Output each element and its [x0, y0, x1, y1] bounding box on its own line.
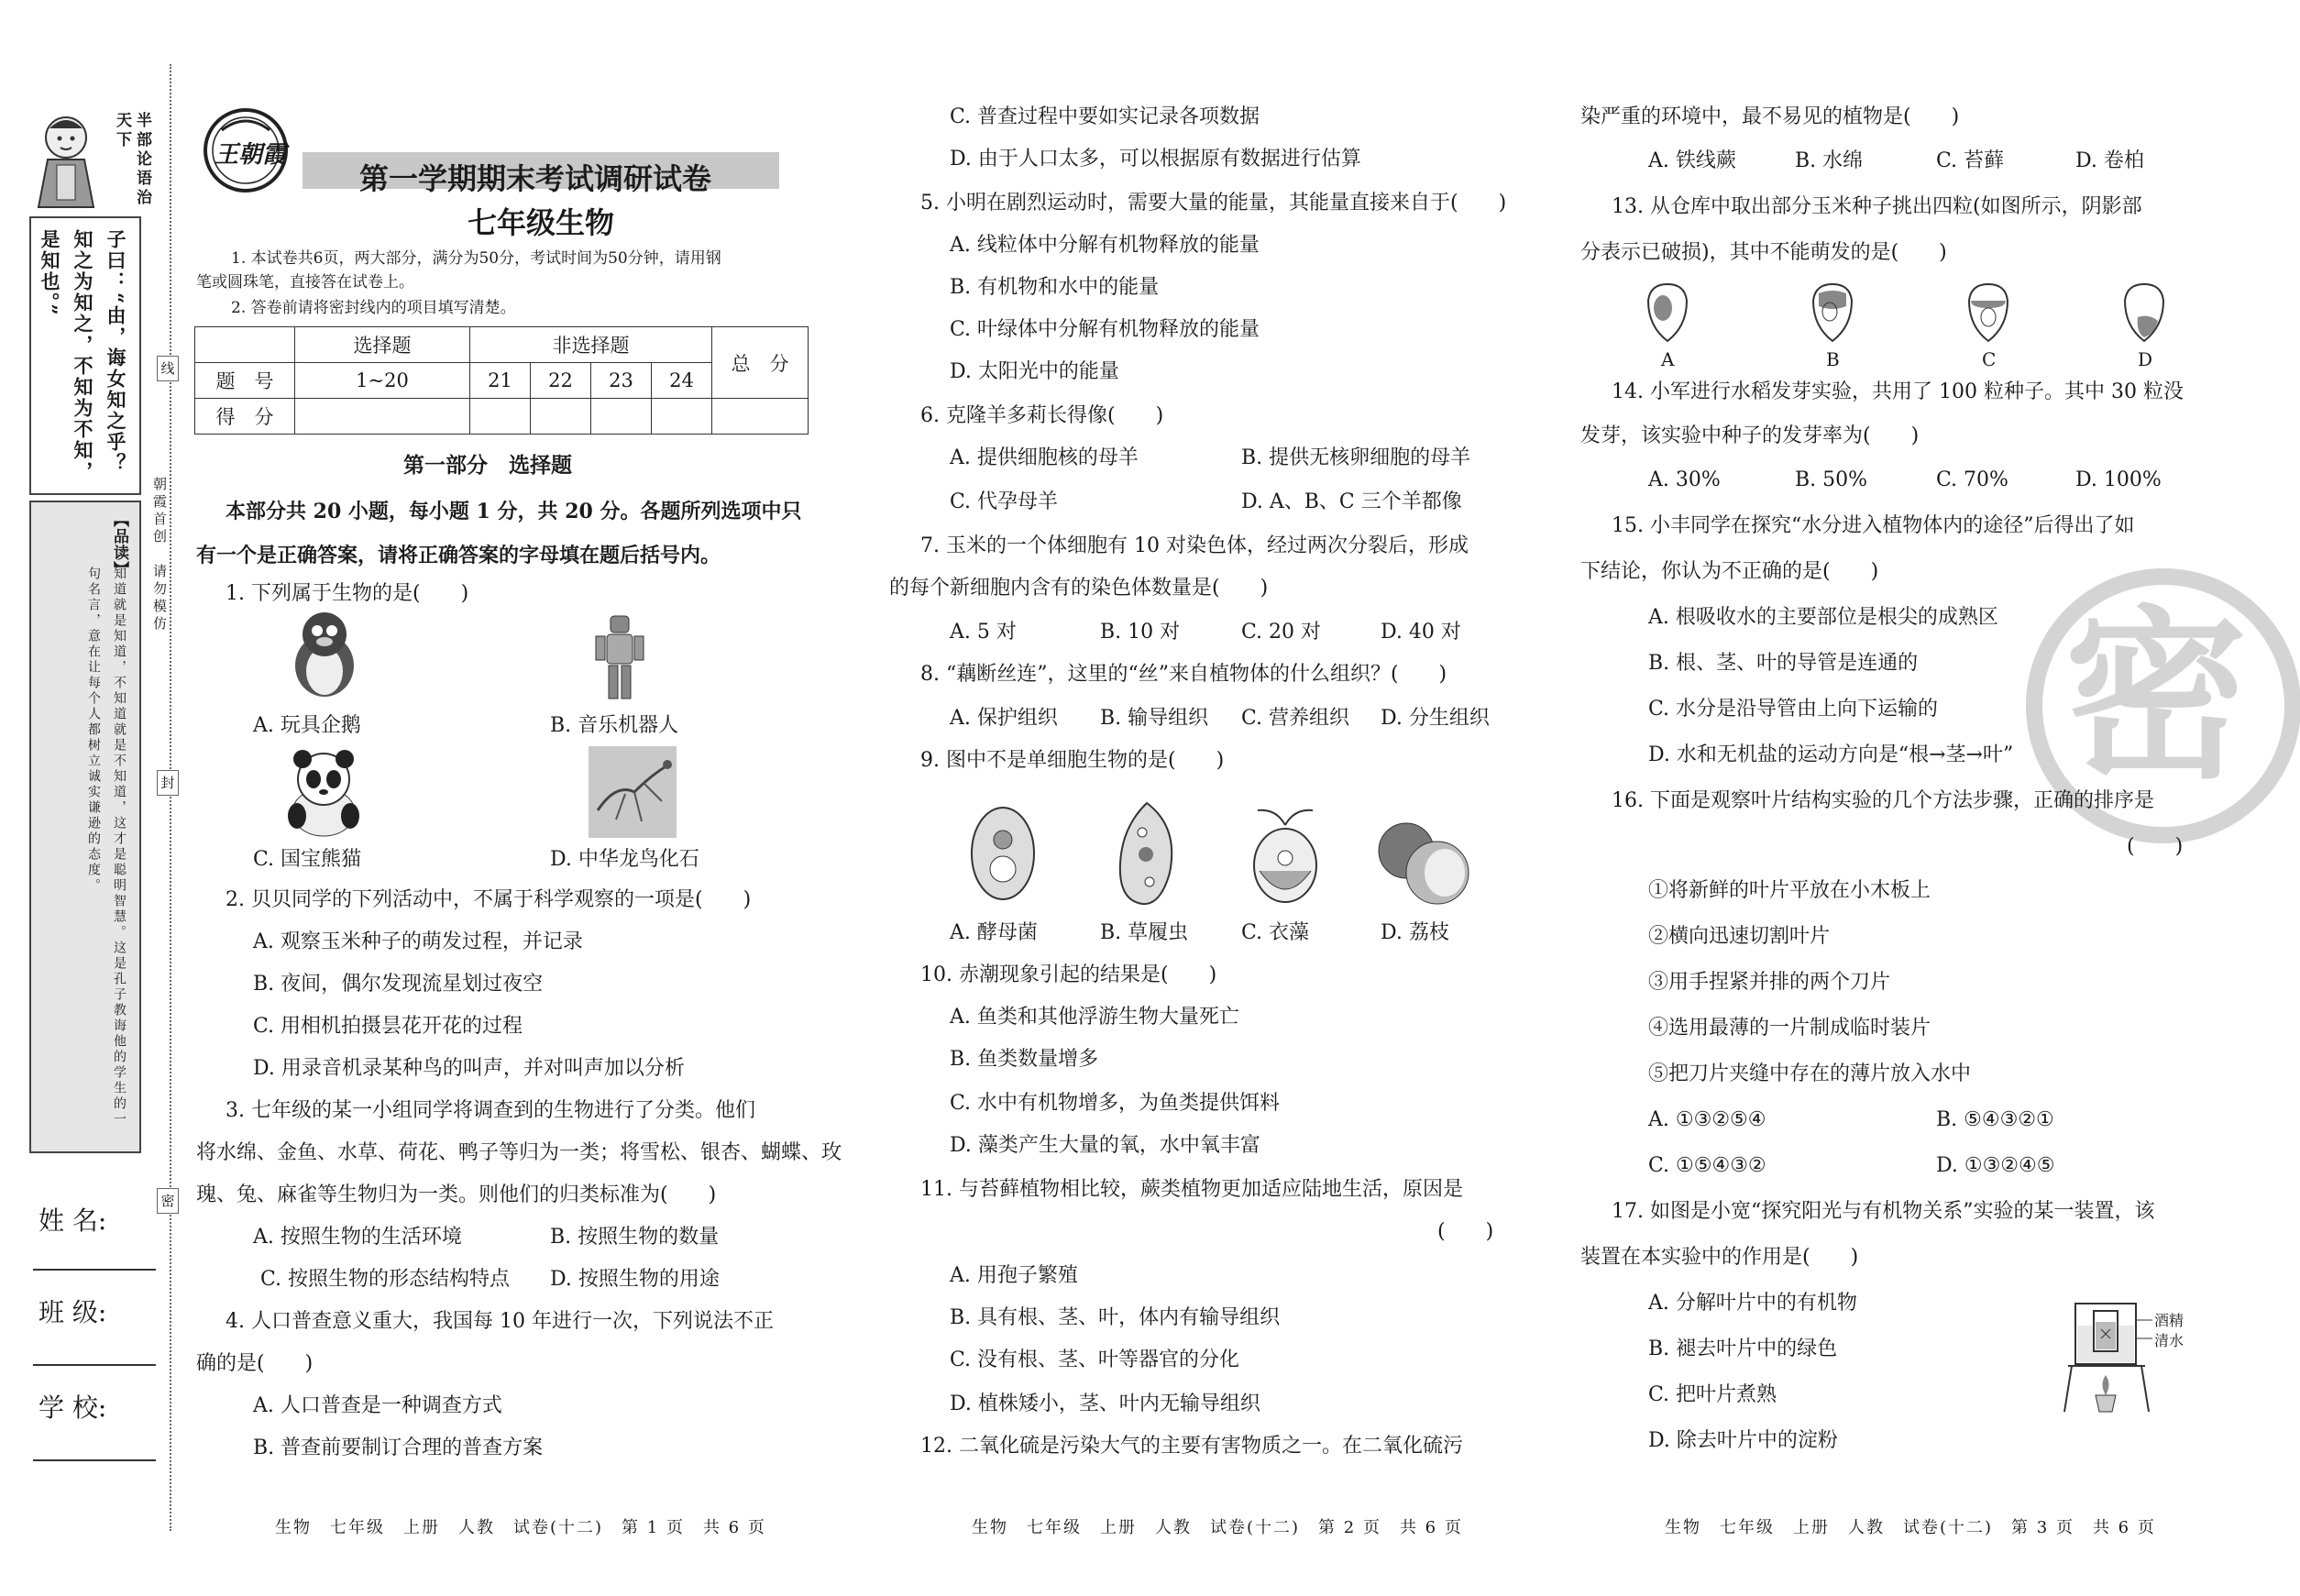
section1-title: 第一部分 选择题 — [403, 453, 572, 478]
q11-paren: ( ) — [1437, 1220, 1494, 1243]
q5-opt-a: A. 线粒体中分解有机物释放的能量 — [950, 234, 1260, 257]
q13-label-d: D — [2138, 348, 2153, 370]
header-total: 总 分 — [712, 327, 809, 399]
q11-opt-a: A. 用孢子繁殖 — [950, 1264, 1078, 1287]
q6-stem: 6. 克隆羊多莉长得像( ) — [920, 404, 1164, 427]
q12-opt-b: B. 水绵 — [1795, 149, 1864, 172]
q16-opt-c: C. ①⑤④③② — [1648, 1154, 1766, 1177]
q16-step-3: ③用手捏紧并排的两个刀片 — [1648, 971, 1891, 994]
q3-line-3: 瑰、兔、麻雀等生物归为一类。则他们的归类标准为( ) — [196, 1183, 717, 1206]
corn-seed-b-icon — [1810, 281, 1855, 348]
num-21: 21 — [470, 363, 531, 399]
footer-page-1: 生物 七年级 上册 人教 试卷(十二) 第 1 页 共 6 页 — [275, 1518, 766, 1537]
commentary-label: 【品读】 — [110, 512, 128, 578]
q9-opt-c: C. 衣藻 — [1241, 921, 1310, 944]
q15-opt-a: A. 根吸收水的主要部位是根尖的成熟区 — [1648, 606, 1998, 629]
name-field[interactable] — [33, 1269, 156, 1271]
q12-opt-d: D. 卷柏 — [2075, 149, 2144, 172]
q13-line-1: 13. 从仓库中取出部分玉米种子挑出四粒(如图所示，阴影部 — [1612, 195, 2142, 218]
note-2: 笔或圆珠笔，直接答在试卷上。 — [196, 273, 414, 292]
q7-line-2: 的每个新细胞内含有的染色体数量是( ) — [889, 577, 1269, 600]
q16-opt-b: B. ⑤④③②① — [1936, 1108, 2054, 1131]
header-choice: 选择题 — [295, 327, 470, 363]
num-22: 22 — [531, 363, 591, 399]
q11-stem: 11. 与苔藓植物相比较，蕨类植物更加适应陆地生活，原因是 — [920, 1178, 1463, 1201]
q16-step-1: ①将新鲜的叶片平放在小木板上 — [1648, 879, 1931, 902]
q5-opt-c: C. 叶绿体中分解有机物释放的能量 — [950, 318, 1260, 341]
q1-stem: 1. 下列属于生物的是( ) — [226, 582, 469, 605]
q15-line-2: 下结论，你认为不正确的是( ) — [1580, 560, 1879, 583]
q3-line-2: 将水绵、金鱼、水草、荷花、鸭子等归为一类；将雪松、银杏、蝴蝶、玫 — [196, 1141, 842, 1164]
q2-opt-a: A. 观察玉米种子的萌发过程，并记录 — [253, 930, 583, 953]
seal-char-xian: 线 — [157, 356, 179, 381]
q2-opt-b: B. 夜间，偶尔发现流星划过夜空 — [253, 973, 544, 996]
q3-opt-c: C. 按照生物的形态结构特点 — [260, 1268, 511, 1291]
exam-subtitle: 七年级生物 — [468, 205, 615, 240]
q17-opt-a: A. 分解叶片中的有机物 — [1648, 1292, 1857, 1315]
music-robot-icon — [590, 614, 649, 706]
seal-line — [170, 64, 171, 1531]
num-23: 23 — [591, 363, 652, 399]
brand-logo — [194, 103, 304, 194]
score-cell-22[interactable] — [531, 399, 591, 435]
score-corner — [195, 327, 295, 363]
q13-label-c: C — [1982, 348, 1997, 370]
q8-stem: 8. “藕断丝连”，这里的“丝”来自植物体的什么组织？( ) — [920, 663, 1447, 686]
q10-opt-c: C. 水中有机物增多，为鱼类提供饵料 — [950, 1092, 1281, 1115]
q1-opt-c: C. 国宝熊猫 — [253, 848, 362, 871]
panda-icon — [282, 746, 365, 842]
q4-line-1: 4. 人口普查意义重大，我国每 10 年进行一次，下列说法不正 — [226, 1310, 774, 1333]
label-alcohol: 酒精 — [2154, 1312, 2184, 1329]
q5-opt-d: D. 太阳光中的能量 — [950, 360, 1119, 383]
score-cell-24[interactable] — [652, 399, 712, 435]
q15-line-1: 15. 小丰同学在探究“水分进入植物体内的途径”后得出了如 — [1612, 514, 2135, 537]
q14-opt-a: A. 30% — [1648, 468, 1721, 491]
q16-stem: 16. 下面是观察叶片结构实验的几个方法步骤，正确的排序是 — [1612, 789, 2154, 812]
class-field[interactable] — [33, 1364, 156, 1366]
q7-line-1: 7. 玉米的一个体细胞有 10 对染色体，经过两次分裂后，形成 — [920, 534, 1469, 557]
yeast-cell-icon — [966, 803, 1040, 908]
q3-opt-d: D. 按照生物的用途 — [550, 1268, 720, 1291]
choice-range: 1~20 — [295, 363, 470, 399]
confucius-quote: 子曰：“由，诲女知之乎？知之为知之，不知为不知，是知也。” — [39, 229, 127, 482]
quote-box — [29, 216, 141, 495]
commentary-box — [29, 501, 141, 1153]
q12-line-1: 12. 二氧化硫是污染大气的主要有害物质之一。在二氧化硫污 — [920, 1435, 1463, 1458]
q1-opt-b: B. 音乐机器人 — [550, 714, 679, 737]
q11-opt-d: D. 植株矮小，茎、叶内无输导组织 — [950, 1392, 1260, 1415]
sidebar-motto: 半部论语治天下 — [113, 112, 151, 208]
lychee-icon — [1373, 818, 1474, 913]
q7-opt-c: C. 20 对 — [1241, 621, 1322, 644]
class-label: 班 级: — [39, 1297, 107, 1327]
q5-opt-b: B. 有机物和水中的能量 — [950, 276, 1160, 299]
cartoon-figure-icon — [33, 108, 106, 209]
corn-seed-c-icon — [1965, 281, 2011, 348]
q7-opt-a: A. 5 对 — [950, 621, 1017, 644]
corn-seed-a-icon — [1645, 281, 1690, 348]
q6-opt-d: D. A、B、C 三个羊都像 — [1241, 490, 1462, 513]
q8-opt-b: B. 输导组织 — [1100, 707, 1209, 730]
brand-note: 朝霞首创 请勿模仿 — [151, 477, 168, 633]
exam-title: 第一学期期末考试调研试卷 — [359, 161, 712, 196]
row-num-label: 题 号 — [195, 363, 295, 399]
q14-opt-c: C. 70% — [1936, 468, 2008, 491]
paramecium-icon — [1106, 799, 1188, 913]
q3-line-1: 3. 七年级的某一小组同学将调查到的生物进行了分类。他们 — [226, 1099, 755, 1122]
q6-opt-c: C. 代孕母羊 — [950, 490, 1059, 513]
commentary-text: 知道就是知道，不知道就是不知道，这才是聪明智慧。这是孔子教诲他的学生的一句名言，意在让每个人都树立诚实谦逊的态度。 — [86, 567, 127, 1128]
q7-opt-d: D. 40 对 — [1381, 621, 1461, 644]
q17-line-2: 装置在本实验中的作用是( ) — [1580, 1246, 1859, 1269]
q14-line-2: 发芽，该实验中种子的发芽率为( ) — [1580, 424, 1920, 447]
q5-stem: 5. 小明在剧烈运动时，需要大量的能量，其能量直接来自于( ) — [920, 192, 1507, 215]
score-cell-total[interactable] — [712, 399, 809, 435]
q1-opt-d: D. 中华龙鸟化石 — [550, 848, 699, 871]
note-1: 1. 本试卷共6页，两大部分，满分为50分，考试时间为50分钟，请用钢 — [231, 249, 721, 268]
dragon-bird-fossil-icon — [589, 746, 677, 842]
label-water: 清水 — [2154, 1332, 2184, 1349]
q8-opt-d: D. 分生组织 — [1381, 707, 1490, 730]
score-cell-choice[interactable] — [295, 399, 470, 435]
header-nonchoice: 非选择题 — [470, 327, 712, 363]
logo-text: 王朝霞 — [215, 141, 287, 169]
toy-penguin-icon — [288, 609, 361, 704]
q13-line-2: 分表示已破损)，其中不能萌发的是( ) — [1580, 241, 1947, 264]
q16-step-5: ⑤把刀片夹缝中存在的薄片放入水中 — [1648, 1062, 1972, 1085]
q2-opt-d: D. 用录音机录某种鸟的叫声，并对叫声加以分析 — [253, 1057, 685, 1080]
q10-stem: 10. 赤潮现象引起的结果是( ) — [920, 963, 1217, 986]
note-3: 2. 答卷前请将密封线内的项目填写清楚。 — [231, 299, 516, 317]
q15-opt-d: D. 水和无机盐的运动方向是“根→茎→叶” — [1648, 743, 2014, 766]
section1-intro-2: 有一个是正确答案，请将正确答案的字母填在题后括号内。 — [196, 544, 721, 567]
q4-opt-a: A. 人口普查是一种调查方式 — [253, 1394, 502, 1417]
q4-opt-b: B. 普查前要制订合理的普查方案 — [253, 1436, 544, 1459]
q11-opt-c: C. 没有根、茎、叶等器官的分化 — [950, 1348, 1240, 1371]
footer-page-2: 生物 七年级 上册 人教 试卷(十二) 第 2 页 共 6 页 — [972, 1518, 1463, 1537]
q13-label-a: A — [1661, 348, 1675, 370]
q16-step-4: ④选用最薄的一片制成临时装片 — [1648, 1017, 1931, 1040]
q8-opt-c: C. 营养组织 — [1241, 707, 1350, 730]
q15-opt-b: B. 根、茎、叶的导管是连通的 — [1648, 652, 1919, 675]
q4-opt-d: D. 由于人口太多，可以根据原有数据进行估算 — [950, 148, 1361, 171]
q17-opt-d: D. 除去叶片中的淀粉 — [1648, 1429, 1838, 1452]
q14-opt-d: D. 100% — [2075, 468, 2162, 491]
q16-opt-a: A. ①③②⑤④ — [1648, 1108, 1766, 1131]
q10-opt-a: A. 鱼类和其他浮游生物大量死亡 — [950, 1006, 1239, 1029]
q14-line-1: 14. 小军进行水稻发芽实验，共用了 100 粒种子。其中 30 粒没 — [1612, 380, 2184, 403]
q4-opt-c: C. 普查过程中要如实记录各项数据 — [950, 105, 1260, 128]
q4-line-2: 确的是( ) — [196, 1352, 314, 1375]
q12-opt-c: C. 苔藓 — [1936, 149, 2005, 172]
seal-char-feng: 封 — [157, 770, 179, 796]
q12-line-2: 染严重的环境中，最不易见的植物是( ) — [1580, 105, 1960, 128]
score-cell-21[interactable] — [470, 399, 531, 435]
section1-intro-1: 本部分共 20 小题，每小题 1 分，共 20 分。各题所列选项中只 — [226, 500, 802, 523]
q17-opt-b: B. 褪去叶片中的绿色 — [1648, 1337, 1838, 1360]
q12-opt-a: A. 铁线蕨 — [1648, 149, 1736, 172]
score-table — [194, 326, 809, 435]
q7-opt-b: B. 10 对 — [1100, 621, 1181, 644]
num-24: 24 — [652, 363, 712, 399]
q9-opt-d: D. 荔枝 — [1381, 921, 1449, 944]
q14-opt-b: B. 50% — [1795, 468, 1868, 491]
score-cell-23[interactable] — [591, 399, 652, 435]
chlamydomonas-icon — [1239, 807, 1331, 911]
q1-opt-a: A. 玩具企鹅 — [253, 714, 361, 737]
q9-stem: 9. 图中不是单细胞生物的是( ) — [920, 749, 1225, 772]
q16-opt-d: D. ①③②④⑤ — [1936, 1154, 2055, 1177]
q3-opt-a: A. 按照生物的生活环境 — [253, 1226, 462, 1249]
name-label: 姓 名: — [39, 1205, 107, 1236]
q8-opt-a: A. 保护组织 — [950, 707, 1058, 730]
sidebar — [28, 108, 151, 1162]
q9-opt-b: B. 草履虫 — [1100, 921, 1189, 944]
q6-opt-a: A. 提供细胞核的母羊 — [950, 446, 1139, 469]
watermark-char: 密 — [2064, 589, 2249, 804]
footer-page-3: 生物 七年级 上册 人教 试卷(十二) 第 3 页 共 6 页 — [1665, 1518, 2156, 1537]
q17-line-1: 17. 如图是小宽“探究阳光与有机物关系”实验的某一装置，该 — [1612, 1200, 2155, 1223]
q11-opt-b: B. 具有根、茎、叶，体内有输导组织 — [950, 1306, 1281, 1329]
q9-opt-a: A. 酵母菌 — [950, 921, 1038, 944]
corn-seed-d-icon — [2121, 281, 2167, 348]
q6-opt-b: B. 提供无核卵细胞的母羊 — [1241, 446, 1471, 469]
row-score-label: 得 分 — [195, 399, 295, 435]
q10-opt-d: D. 藻类产生大量的氧，水中氧丰富 — [950, 1134, 1260, 1157]
q13-label-b: B — [1826, 348, 1840, 370]
q17-opt-c: C. 把叶片煮熟 — [1648, 1383, 1777, 1406]
q2-opt-c: C. 用相机拍摄昙花开花的过程 — [253, 1015, 523, 1038]
q16-paren: ( ) — [2127, 835, 2184, 858]
q15-opt-c: C. 水分是沿导管由上向下运输的 — [1648, 698, 1939, 721]
q2-stem: 2. 贝贝同学的下列活动中，不属于科学观察的一项是( ) — [226, 888, 752, 911]
q3-opt-b: B. 按照生物的数量 — [550, 1226, 720, 1249]
school-label: 学 校: — [39, 1392, 107, 1423]
school-field[interactable] — [33, 1459, 156, 1461]
water-bath-apparatus-icon — [2059, 1298, 2160, 1421]
q10-opt-b: B. 鱼类数量增多 — [950, 1048, 1099, 1071]
q16-step-2: ②横向迅速切割叶片 — [1648, 925, 1831, 948]
seal-char-mi: 密 — [157, 1188, 179, 1214]
